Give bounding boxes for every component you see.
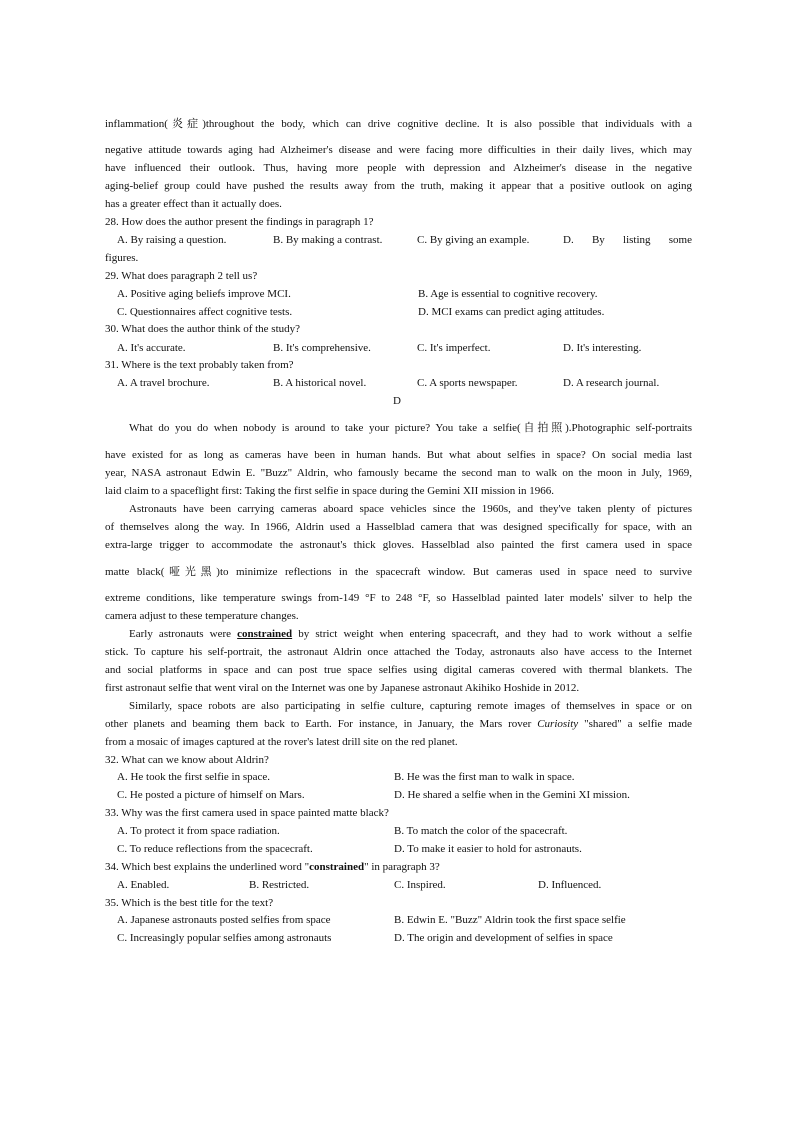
passage-text: other planets and beaming them back to Earth. For instance, in January, the Mars rover	[105, 718, 532, 730]
passage-line: from a mosaic of images captured at the rover's latest drill site on the red planet.	[105, 736, 458, 748]
passage-line: camera adjust to these temperature changes.	[105, 610, 299, 622]
passage-line: have influenced their outlook. Thus, having more people with depression and Alzheimer's disease in the negative	[105, 162, 692, 174]
question-stem: 30. What does the author think of the study?	[105, 323, 301, 335]
passage-line	[129, 627, 692, 641]
passage-line: What do you do when nobody is around to take your picture? You take a selfie(自拍照).Photographic self-portraits	[129, 422, 692, 434]
option-c: C. He posted a picture of himself on Mars.	[117, 789, 305, 801]
question-stem: 33. Why was the first camera used in space painted matte black?	[105, 807, 389, 819]
option-c: C. By giving an example.	[417, 234, 530, 246]
option-a: A. He took the first selfie in space.	[117, 771, 271, 783]
passage-line: stick. To capture his self-portrait, the astronaut Aldrin once attached the Today, astronauts also have access to the Internet	[105, 646, 692, 658]
passage-line: Similarly, space robots are also participating in selfie culture, capturing remote images of themselves in space or on	[129, 700, 692, 712]
passage-line: year, NASA astronaut Edwin E. "Buzz" Aldrin, who famously became the second man to walk on the moon in July, 1969,	[105, 467, 692, 479]
option-d: D. It's interesting.	[563, 342, 642, 354]
question-options	[117, 341, 692, 355]
underlined-word: constrained	[237, 628, 293, 640]
option-a: A. It's accurate.	[117, 342, 186, 354]
question-stem: 35. Which is the best title for the text?	[105, 897, 274, 909]
question-stem: 28. How does the author present the findings in paragraph 1?	[105, 216, 374, 228]
option-b: B. By making a contrast.	[273, 234, 383, 246]
option-d-continued: figures.	[105, 252, 139, 264]
option-b: B. To match the color of the spacecraft.	[394, 825, 568, 837]
option-d: D. He shared a selfie when in the Gemini XI mission.	[394, 789, 630, 801]
option-a: A. To protect it from space radiation.	[117, 825, 280, 837]
keyword: constrained	[309, 861, 365, 873]
option-d: D. A research journal.	[563, 377, 660, 389]
passage-line: Astronauts have been carrying cameras aboard space vehicles since the 1960s, and they've taken plenty of pictures	[129, 503, 692, 515]
option-c: C. It's imperfect.	[417, 342, 491, 354]
passage-text: by strict weight when entering spacecraft, and they had to work without a selfie	[292, 628, 693, 640]
option-a: A. Japanese astronauts posted selfies from space	[117, 914, 331, 926]
passage-line: of themselves along the way. In 1966, Aldrin used a Hasselblad camera that was designed specifically for space, with an	[105, 521, 692, 533]
option-b: B. Restricted.	[249, 879, 310, 891]
passage-line: first astronaut selfie that went viral on the Internet was one by Japanese astronaut Akihiko Hoshide in 2012.	[105, 682, 580, 694]
option-a: A. A travel brochure.	[117, 377, 210, 389]
passage-text: "shared" a selfie made	[584, 718, 693, 730]
question-stem: 31. Where is the text probably taken from?	[105, 359, 294, 371]
question-options	[117, 878, 692, 892]
passage-line: extra-large trigger to accommodate the astronaut's thick gloves. Hasselblad also painted the first camera used in space	[105, 539, 692, 551]
option-b: B. Age is essential to cognitive recovery.	[418, 288, 598, 300]
question-stem: 32. What can we know about Aldrin?	[105, 754, 269, 766]
option-b: B. He was the first man to walk in space.	[394, 771, 575, 783]
option-d: D. By listing some	[563, 234, 692, 246]
option-c: C. A sports newspaper.	[417, 377, 518, 389]
option-d: D. Influenced.	[538, 879, 602, 891]
option-b: B. Edwin E. "Buzz" Aldrin took the first space selfie	[394, 914, 626, 926]
passage-line: have existed for as long as cameras have been in human hands. But what about selfies in space? On social media last	[105, 449, 692, 461]
option-d: D. MCI exams can predict aging attitudes.	[418, 306, 605, 318]
passage-text: Early astronauts were	[129, 628, 238, 640]
passage-line: matte black(哑光黑)to minimize reflections in the spacecraft window. But cameras used in space need to survive	[105, 566, 692, 578]
option-b: B. A historical novel.	[273, 377, 367, 389]
option-c: C. To reduce reflections from the spacecraft.	[117, 843, 313, 855]
option-c: C. Increasingly popular selfies among astronauts	[117, 932, 332, 944]
option-c: C. Questionnaires affect cognitive tests.	[117, 306, 293, 318]
stem-text: 34. Which best explains the underlined word "	[105, 861, 310, 873]
question-options	[117, 376, 692, 390]
passage-line: and social platforms in space and can post true space selfies using digital cameras covered with thermal blankets. The	[105, 664, 692, 676]
option-d: D. The origin and development of selfies in space	[394, 932, 613, 944]
passage-line	[105, 717, 692, 731]
option-c: C. Inspired.	[394, 879, 446, 891]
option-b: B. It's comprehensive.	[273, 342, 371, 354]
passage-line: laid claim to a spaceflight first: Taking the first selfie in space during the Gemini XII mission in 1966.	[105, 485, 555, 497]
option-a: A. Positive aging beliefs improve MCI.	[117, 288, 291, 300]
option-a: A. Enabled.	[117, 879, 170, 891]
passage-line: aging-belief group could have pushed the results away from the truth, making it appear that a positive outlook on aging	[105, 180, 692, 192]
passage-line: negative attitude towards aging had Alzheimer's disease and were facing more difficulties in their daily lives, which may	[105, 144, 692, 156]
question-stem	[105, 860, 440, 874]
option-d: D. To make it easier to hold for astronauts.	[394, 843, 582, 855]
question-options	[117, 233, 692, 247]
italic-name: Curiosity	[537, 718, 579, 730]
question-stem: 29. What does paragraph 2 tell us?	[105, 270, 258, 282]
passage-line: has a greater effect than it actually does.	[105, 198, 282, 210]
passage-line: inflammation(炎症)throughout the body, which can drive cognitive decline. It is also possible that individuals with a	[105, 118, 692, 130]
section-label: D	[393, 395, 401, 407]
stem-text: " in paragraph 3?	[364, 861, 440, 873]
passage-line: extreme conditions, like temperature swings from-149 °F to 248 °F, so Hasselblad painted later models' silver to help the	[105, 592, 692, 604]
option-a: A. By raising a question.	[117, 234, 227, 246]
